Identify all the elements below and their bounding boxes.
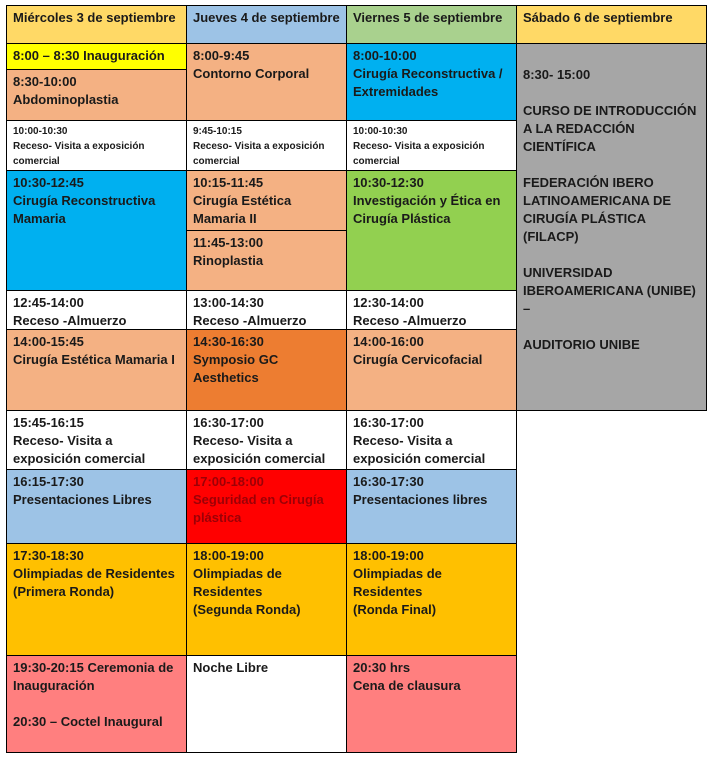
sat-spacer-3 <box>523 246 700 264</box>
thu-receso-2 <box>186 410 347 470</box>
fri-etica-title: Investigación y Ética en Cirugía Plástica <box>353 193 501 226</box>
sat-federacion-text: FEDERACIÓN IBERO LATINOAMERICANA DE CIRUGÍA PLÁSTICA (FILACP) <box>523 175 672 244</box>
wed-coctel-text: 20:30 – Coctel Inaugural <box>13 714 163 729</box>
thu-rino-time: 11:45-13:00 <box>193 235 264 250</box>
sat-auditorio-text: AUDITORIO UNIBE <box>523 337 640 352</box>
fri-olimp-time: 18:00-19:00 <box>353 548 424 563</box>
thu-noche-text: Noche Libre <box>193 660 269 675</box>
fri-recon-title: Cirugía Reconstructiva / Extremidades <box>353 66 503 99</box>
fri-cervico-time: 14:00-16:00 <box>353 334 424 349</box>
wed-abdominoplastia <box>6 69 187 121</box>
fri-cena-clausura <box>346 655 517 753</box>
wed-ceremonia <box>6 655 187 753</box>
wed-olimp-title: Olimpiadas de Residentes <box>13 566 175 581</box>
wed-receso1-time: 10:00-10:30 <box>13 126 68 137</box>
fri-receso2-time: 16:30-17:00 <box>353 415 424 430</box>
fri-cena-title: Cena de clausura <box>353 678 461 693</box>
thu-symposio <box>186 329 347 411</box>
fri-present-time: 16:30-17:30 <box>353 474 424 489</box>
fri-olimp-title: Olimpiadas de Residentes <box>353 566 442 599</box>
wed-estetica-title: Cirugía Estética Mamaria I <box>13 352 175 367</box>
wed-presentaciones <box>6 469 187 544</box>
sat-curso <box>516 43 707 411</box>
thu-rino-title: Rinoplastia <box>193 253 264 268</box>
fri-receso-2 <box>346 410 517 470</box>
sat-universidad-text: UNIVERSIDAD IBEROAMERICANA (UNIBE) – <box>523 265 696 316</box>
header-wed-label: Miércoles 3 de septiembre <box>13 10 176 25</box>
thu-receso1-title: Receso- Visita a exposición comercial <box>193 141 325 167</box>
wed-inauguracion-text: 8:00 – 8:30 Inauguración <box>13 48 165 63</box>
wed-present-time: 16:15-17:30 <box>13 474 84 489</box>
wed-abdomino-title: Abdominoplastia <box>13 92 119 107</box>
wed-present-title: Presentaciones Libres <box>13 492 152 507</box>
wed-reconstructiva-mamaria <box>6 170 187 291</box>
fri-olimpiadas <box>346 543 517 656</box>
fri-present-title: Presentaciones libres <box>353 492 488 507</box>
thu-estetica-mamaria <box>186 170 347 231</box>
wed-spacer <box>13 695 180 713</box>
fri-receso1-title: Receso- Visita a exposición comercial <box>353 141 485 167</box>
sat-curso-text: CURSO DE INTRODUCCIÓN A LA REDACCIÓN CIENTÍFICA <box>523 103 697 154</box>
wed-almuerzo <box>6 290 187 330</box>
thu-contorno <box>186 43 347 121</box>
schedule-table <box>6 5 707 753</box>
thu-olimp-round: (Segunda Ronda) <box>193 602 301 617</box>
thu-receso-1 <box>186 120 347 171</box>
sat-spacer-4 <box>523 318 700 336</box>
wed-receso2-title: Receso- Visita a exposición comercial <box>13 433 146 466</box>
fri-almuerzo-time: 12:30-14:00 <box>353 295 424 310</box>
thu-almuerzo-time: 13:00-14:30 <box>193 295 264 310</box>
fri-presentaciones <box>346 469 517 544</box>
thu-receso2-title: Receso- Visita a exposición comercial <box>193 433 326 466</box>
thu-receso1-time: 9:45-10:15 <box>193 126 242 137</box>
thu-estetica-time: 10:15-11:45 <box>193 175 264 190</box>
fri-receso2-title: Receso- Visita a exposición comercial <box>353 433 486 466</box>
thu-almuerzo <box>186 290 347 330</box>
fri-recon-time: 8:00-10:00 <box>353 48 417 63</box>
thu-almuerzo-title: Receso -Almuerzo <box>193 313 307 328</box>
wed-inauguracion <box>6 43 187 70</box>
wed-olimpiadas <box>6 543 187 656</box>
sat-time: 8:30- 15:00 <box>523 67 591 82</box>
header-fri-label: Viernes 5 de septiembre <box>353 10 503 25</box>
thu-seguridad-time: 17:00-18:00 <box>193 474 264 489</box>
wed-ceremonia-text: 19:30-20:15 Ceremonia de Inauguración <box>13 660 174 693</box>
thu-olimp-title: Olimpiadas de Residentes <box>193 566 282 599</box>
thu-seguridad-title: Seguridad en Cirugía plástica <box>193 492 324 525</box>
fri-cervico-title: Cirugía Cervicofacial <box>353 352 483 367</box>
fri-reconstructiva <box>346 43 517 121</box>
wed-receso-2 <box>6 410 187 470</box>
fri-cervicofacial <box>346 329 517 411</box>
wed-receso-1 <box>6 120 187 171</box>
thu-receso2-time: 16:30-17:00 <box>193 415 264 430</box>
wed-abdomino-time: 8:30-10:00 <box>13 74 77 89</box>
wed-receso2-time: 15:45-16:15 <box>13 415 84 430</box>
header-sat-label: Sábado 6 de septiembre <box>523 10 673 25</box>
sat-spacer-2 <box>523 156 700 174</box>
wed-mamaria-title: Cirugía Reconstructiva Mamaria <box>13 193 156 226</box>
fri-receso-1 <box>346 120 517 171</box>
header-wed <box>6 5 187 44</box>
fri-almuerzo <box>346 290 517 330</box>
wed-olimp-round: (Primera Ronda) <box>13 584 115 599</box>
fri-almuerzo-title: Receso -Almuerzo <box>353 313 467 328</box>
thu-symposio-time: 14:30-16:30 <box>193 334 264 349</box>
wed-receso1-title: Receso- Visita a exposición comercial <box>13 141 145 167</box>
fri-etica-time: 10:30-12:30 <box>353 175 424 190</box>
wed-olimp-time: 17:30-18:30 <box>13 548 84 563</box>
thu-seguridad <box>186 469 347 544</box>
thu-symposio-title: Symposio GC Aesthetics <box>193 352 279 385</box>
wed-almuerzo-time: 12:45-14:00 <box>13 295 84 310</box>
wed-estetica-mamaria <box>6 329 187 411</box>
thu-noche-libre <box>186 655 347 753</box>
fri-olimp-round: (Ronda Final) <box>353 602 437 617</box>
thu-estetica-title: Cirugía Estética Mamaria II <box>193 193 292 226</box>
thu-olimp-time: 18:00-19:00 <box>193 548 264 563</box>
fri-cena-time: 20:30 hrs <box>353 660 411 675</box>
fri-receso1-time: 10:00-10:30 <box>353 126 408 137</box>
fri-investigacion-etica <box>346 170 517 291</box>
header-thu-label: Jueves 4 de septiembre <box>193 10 340 25</box>
thu-rinoplastia <box>186 230 347 291</box>
thu-contorno-title: Contorno Corporal <box>193 66 310 81</box>
header-fri <box>346 5 517 44</box>
wed-mamaria-time: 10:30-12:45 <box>13 175 84 190</box>
sat-spacer-1 <box>523 84 700 102</box>
wed-almuerzo-title: Receso -Almuerzo <box>13 313 127 328</box>
wed-estetica-time: 14:00-15:45 <box>13 334 84 349</box>
header-thu <box>186 5 347 44</box>
thu-contorno-time: 8:00-9:45 <box>193 48 250 63</box>
thu-olimpiadas <box>186 543 347 656</box>
header-sat <box>516 5 707 44</box>
